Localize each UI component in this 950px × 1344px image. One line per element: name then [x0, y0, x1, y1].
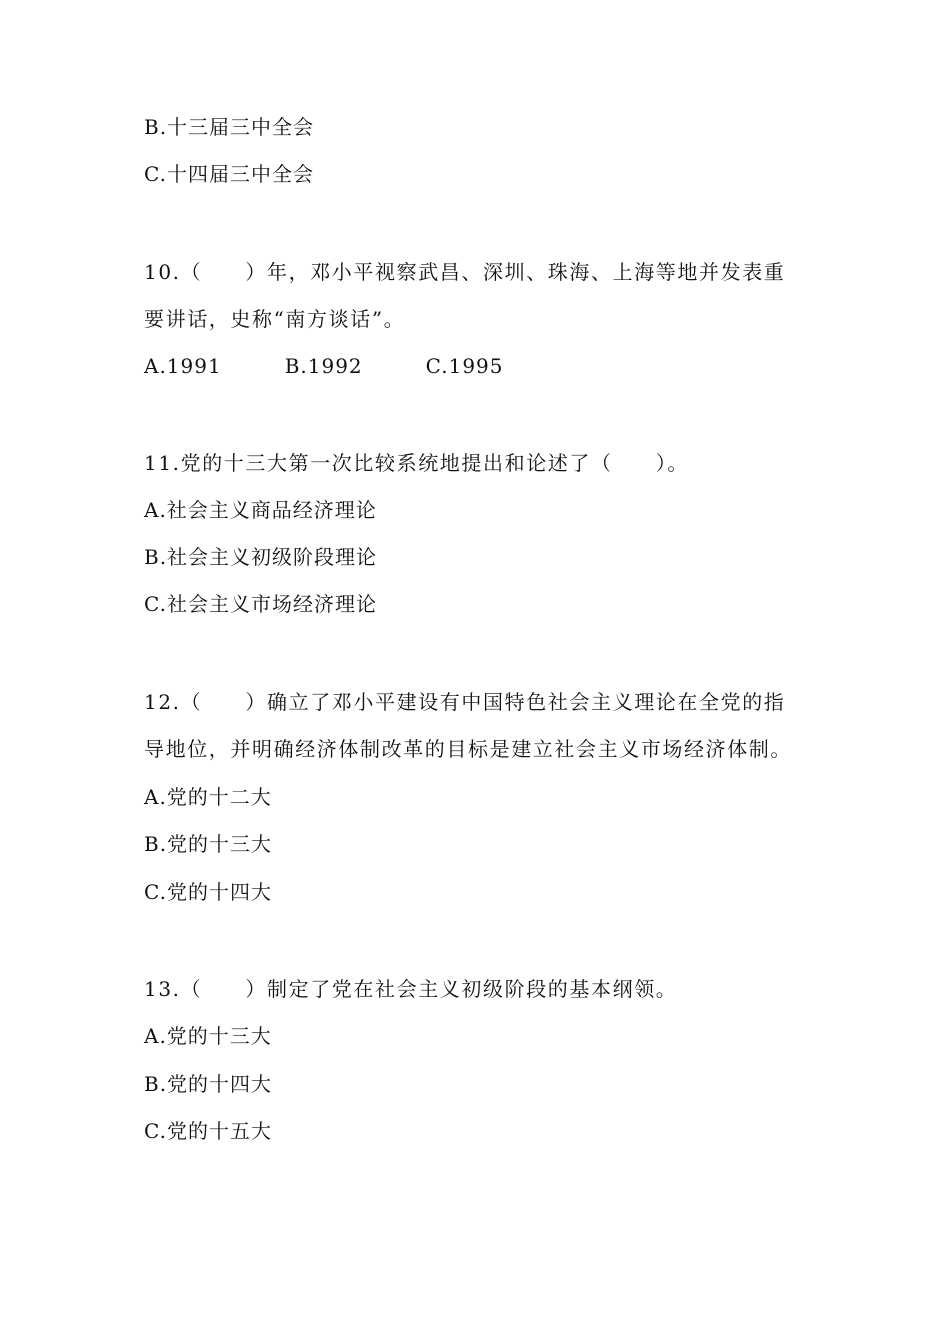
q12-stem-line1: 12.（ ）确立了邓小平建设有中国特色社会主义理论在全党的指 — [144, 690, 786, 714]
q12-option-a: A.党的十二大 — [144, 785, 272, 809]
q9-option-b: B.十三届三中全会 — [144, 115, 315, 139]
q10-options: A.1991 B.1992 C.1995 — [144, 354, 504, 378]
q10-stem-line1: 10.（ ）年，邓小平视察武昌、深圳、珠海、上海等地并发表重 — [144, 260, 786, 284]
q10-stem-line2: 要讲话，史称“南方谈话”。 — [144, 307, 406, 331]
q11-option-b: B.社会主义初级阶段理论 — [144, 545, 378, 569]
q13-option-b: B.党的十四大 — [144, 1072, 273, 1096]
q11-option-a: A.社会主义商品经济理论 — [144, 498, 377, 522]
q13-stem: 13.（ ）制定了党在社会主义初级阶段的基本纲领。 — [144, 977, 678, 1001]
q13-option-a: A.党的十三大 — [144, 1024, 272, 1048]
q12-option-b: B.党的十三大 — [144, 832, 273, 856]
q12-stem-line2: 导地位，并明确经济体制改革的目标是建立社会主义市场经济体制。 — [144, 737, 792, 761]
q11-option-c: C.社会主义市场经济理论 — [144, 592, 377, 616]
q9-option-c: C.十四届三中全会 — [144, 162, 314, 186]
q11-stem: 11.党的十三大第一次比较系统地提出和论述了（ ）。 — [144, 451, 690, 475]
q12-option-c: C.党的十四大 — [144, 880, 272, 904]
q13-option-c: C.党的十五大 — [144, 1119, 272, 1143]
